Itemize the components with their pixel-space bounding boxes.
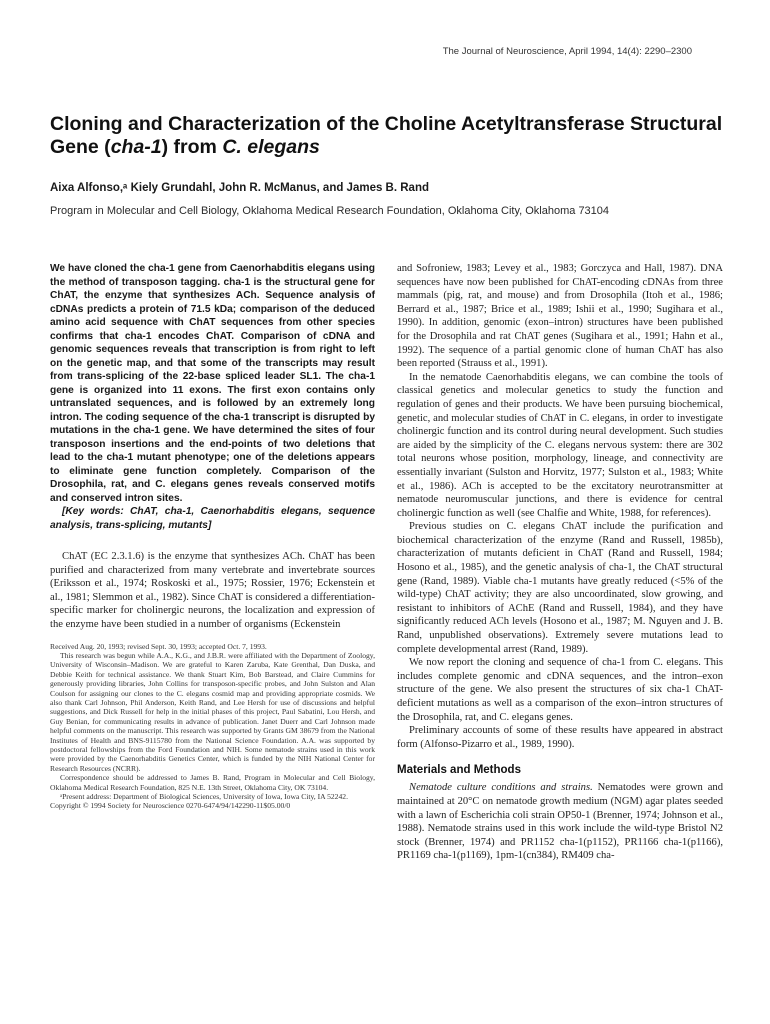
article-title: Cloning and Characterization of the Choline Acetyltransferase Structural Gene (cha-1) from C. elegans [50, 113, 723, 158]
body-paragraph-2: In the nematode Caenorhabditis elegans, we can combine the tools of classical genetics and molecular genetics to study the function and regulation of genes and their products. We have been pursuing biochemical, genetic, and molecular studies of ChAT in C. elegans, in order to investigate cholinergic function and its control during neural development. Such studies are aided by the simplicity of the C. elegans nervous system: there are 302 total neurons whose position, morphology, lineage, and connectivity are essentially invariant (Sulston and Horvitz, 1977; Sulston et al., 1983; White et al., 1986). ACh is accepted to be the excitatory neurotransmitter at nematode neuromuscular junctions, and there is evidence for central cholinergic function as well (see Chalfie and White, 1988, for references). [397, 371, 723, 519]
introduction-paragraph: ChAT (EC 2.3.1.6) is the enzyme that synthesizes ACh. ChAT has been purified and characterized from many vertebrate and invertebrate sources (Eriksson et al., 1974; Roskoski et al., 1975; Rossier, 1976; Eckenstein et al., 1981; Slemmon et al., 1982). Since ChAT is considered a differentiation-specific marker for cholinergic neurons, the localization and expression of the enzyme have been studied in a number of organisms (Eckenstein [50, 551, 376, 630]
present-address: ᵃPresent address: Department of Biological Sciences, University of Iowa, Iowa City, IA 52242. [60, 792, 348, 802]
left-column [50, 262, 375, 811]
authors: Aixa Alfonso,ᵃ Kiely Grundahl, John R. McManus, and James B. Rand [50, 182, 430, 194]
body-paragraph-4: We now report the cloning and sequence of cha-1 from C. elegans. This includes complete genomic and cDNA sequences, and the intron–exon structure of the gene. We also present the structures of six cha-1 ChAT-deficient mutations as well as a comparison of the exon–intron structures of the Drosophila, rat, and C. elegans genes. [397, 657, 723, 723]
running-head: The Journal of Neuroscience, April 1994, 14(4): 2290–2300 [442, 46, 692, 57]
key-words: [Key words: ChAT, cha-1, Caenorhabditis elegans, sequence analysis, trans-splicing, mutants] [50, 506, 375, 531]
body-paragraph-5: Preliminary accounts of some of these results have appeared in abstract form (Alfonso-Pizarro et al., 1989, 1990). [397, 725, 723, 750]
abstract-text: We have cloned the cha-1 gene from Caenorhabditis elegans using the method of transposon tagging. cha-1 is the structural gene for ChAT, the enzyme that synthesizes ACh. Sequence analysis of cDNAs predicts a protein of 71.5 kDa; comparison of the deduced amino acid sequence with ChAT sequences from other species confirms that cha-1 encodes ChAT. Comparison of cDNA and genomic sequences reveals that transcription is from right to left on the genetic map, and that some of the transcripts may result from trans-splicing of the 22-base spliced leader SL1. The cha-1 gene is organized into 11 exons. The first exon contains only untranslated sequences, and is followed by an extremely long intron. The coding sequence of the cha-1 transcript is disrupted by mutations in the cha-1 gene. We have determined the sites of four transposon insertions and the end-points of two deletions that lead to the cha-1 mutant phenotype; one of the deletions appears to eliminate gene function completely. Comparison of the Drosophila, rat, and C. elegans genes reveals conserved motifs and conserved intron sites. [50, 263, 375, 504]
copyright: Copyright © 1994 Society for Neuroscience 0270-6474/94/142290-11$05.00/0 [50, 801, 291, 811]
correspondence: Correspondence should be addressed to James B. Rand, Program in Molecular and Cell Biology, Oklahoma Medical Research Foundation, 825 N.E. 13th Street, Oklahoma City, OK 73104. [50, 773, 375, 792]
section-heading-methods: Materials and Methods [397, 764, 521, 777]
abstract [50, 262, 375, 532]
footnotes [50, 642, 375, 811]
body-paragraph-3: Previous studies on C. elegans ChAT include the purification and biochemical characterization of the enzyme (Rand and Russell, 1985b), characterization of mutants deficient in ChAT (Rand and Russell, 1984; Hosono et al., 1985), and the genetic analysis of cha-1, the ChAT structural gene (Rand, 1989). Viable cha-1 mutants have greatly reduced (<5% of the wild-type) ChAT activity; they are also uncoordinated, slow growing, and resistant to inhibitors of AChE (Rand and Russell, 1984), and they have significantly reduced ACh levels (Hosono et al., 1987; M. Nguyen and J. B. Rand, unpublished observations). Extremely severe mutations lead to complete developmental arrest (Rand, 1989). [397, 521, 723, 655]
methods-paragraph [397, 781, 723, 863]
methods-text: Nematodes were grown and maintained at 20°C on nematode growth medium (NGM) agar plates seeded with a lawn of Escherichia coli strain OP50-1 (Brenner, 1974; Johnson et al., 1988). Nematode strains used in this work include the wild-type Bristol N2 stock (Brenner, 1974) and PR1152 cha-1(p1152), PR1166 cha-1(p1166), PR1169 cha-1(p1169), 1pm-1(cn384), RM409 cha- [397, 782, 723, 862]
acknowledgments: This research was begun while A.A., K.G., and J.B.R. were affiliated with the Department of Zoology, University of Wisconsin–Madison. We are grateful to Karen Zaruba, Kate Grenthal, Dan Duska, and Debbie Keith for technical assistance. We thank Stuart Kim, Bob Barstead, and Claire Cummins for generously providing libraries, John Collins for transposon-specific probes, and John Sulston and Alan Coulson for assigning our clones to the C. elegans cosmid map and providing appropriate cosmids. We also thank Carl Johnson, Phil Anderson, Keith Rand, and Lee Hersh for use of discussions and helpful suggestions, and Dick Russell for help in the initial phases of this project, Paul Sabatini, Lou Hersh, and Guy Benian, for communicating results in advance of publication. Janet Duerr and Carl Johnson made helpful comments on the manuscript. This research was supported by Grants GM 38679 from the National Institutes of Health and BNS-9115780 from the National Science Foundation. A.A. was supported by postdoctoral fellowships from the Ford Foundation and NIH. Some nematode strains used in this work were provided by the Caenorhabditis Genetics Center, which is funded by the NIH National Center for Research Resources (NCRR). [50, 650, 375, 773]
received-dates: Received Aug. 20, 1993; revised Sept. 30, 1993; accepted Oct. 7, 1993. [50, 641, 267, 651]
right-column [397, 262, 723, 863]
affiliation: Program in Molecular and Cell Biology, Oklahoma Medical Research Foundation, Oklahoma City, Oklahoma 73104 [50, 205, 610, 217]
methods-subhead: Nematode culture conditions and strains. [409, 782, 593, 794]
body-paragraph-1: and Sofroniew, 1983; Levey et al., 1983; Gorczyca and Hall, 1987). DNA sequences have now been published for ChAT-encoding cDNAs from three mammals (pig, rat, and mouse) and from Drosophila (Itoh et al., 1986; Berrard et al., 1987; Brice et al., 1989; Ishii et al., 1990; Sugihara et al., 1990). In addition, genomic (exon–intron) structures have been published for the Drosophila and rat ChAT genes (Sugihara et al., 1991; Hahn et al., 1992). The sequence of a partial genomic clone of human ChAT has also been reported (Strauss et al., 1991). [397, 263, 723, 370]
